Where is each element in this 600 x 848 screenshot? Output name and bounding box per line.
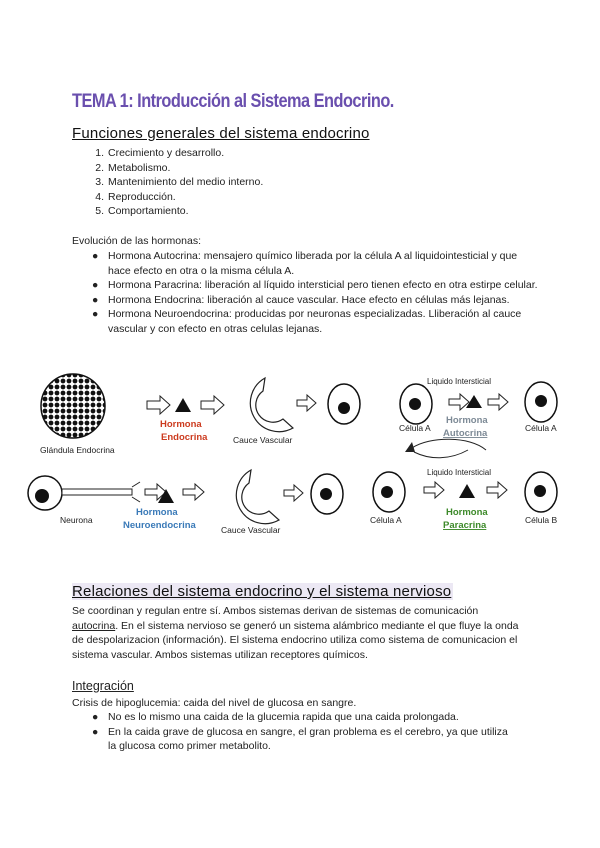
cell-icon <box>311 474 343 514</box>
arrow-icon <box>284 485 303 501</box>
neuron-label: Neurona <box>60 515 93 525</box>
integration-list <box>88 710 508 754</box>
cell-icon <box>373 472 405 512</box>
arrow-icon <box>147 396 170 414</box>
cell-a-right-label: Célula A <box>525 423 557 433</box>
hormone-list <box>88 249 538 336</box>
gland-label: Glándula Endocrina <box>40 445 115 455</box>
autocrine-label-1: Hormona <box>446 415 488 426</box>
arrow-icon <box>487 482 507 498</box>
cell-a-label: Célula A <box>399 423 431 433</box>
hormone-diagram <box>0 360 600 550</box>
interstitial-label-1: Liquido Intersticial <box>427 377 492 386</box>
vascular-label-1: Cauce Vascular <box>233 435 293 445</box>
list-item: 3. Mantenimiento del medio interno. <box>95 176 264 189</box>
list-item: ● No es lo mismo una caida de la glucemia rapida que una caida prolongada. <box>92 711 459 723</box>
interstitial-label-2: Liquido Intersticial <box>427 468 492 477</box>
neuro-label-1: Hormona <box>136 507 178 518</box>
hormone-triangle-icon <box>459 484 475 498</box>
section-heading-functions: Funciones generales del sistema endocrino <box>72 125 370 142</box>
hormone-triangle-icon <box>175 398 191 412</box>
return-arrow-icon <box>405 439 486 458</box>
section-heading-integration: Integración <box>72 679 134 693</box>
cell-b-label: Célula B <box>525 515 558 525</box>
endocrine-gland-icon <box>41 374 105 438</box>
neuron-icon <box>28 476 140 510</box>
list-item: 2. Metabolismo. <box>95 161 171 174</box>
cell-icon <box>400 384 432 424</box>
list-item: ● Hormona Autocrina: mensajero químico liberada por la célula A al liquidointesticial y que hace efecto en otra o la misma célula A. <box>92 250 518 277</box>
vascular-label-2: Cauce Vascular <box>221 525 281 535</box>
endocrine-label-2: Endocrina <box>161 432 208 443</box>
section-heading-relations: Relaciones del sistema endocrino y el sistema nervioso <box>72 583 452 600</box>
paracrine-label-2: Paracrina <box>443 520 487 531</box>
vessel-icon <box>236 470 279 524</box>
vessel-icon <box>250 378 293 432</box>
list-item: ● Hormona Neuroendocrina: producidas por neuronas especializadas. Lliberación al cauce vascular y con efecto en otras celulas lejanas. <box>92 308 522 335</box>
cell-a-bottom-label: Célula A <box>370 515 402 525</box>
cell-icon <box>525 472 557 512</box>
autocrine-label-2: Autocrina <box>443 428 488 439</box>
list-item: 1. Crecimiento y desarrollo. <box>95 147 225 159</box>
list-item: ● Hormona Paracrina: liberación al líquido intersticial pero tienen efecto en otra estirpe celular. <box>92 279 538 291</box>
relations-paragraph: Se coordinan y regulan entre sí. Ambos sistemas derivan de sistemas de comunicación autocrina. En el sistema nervioso se generó un sistema alámbrico mediante el que fluye la onda de despolarizacion (información). El sistema endocrino utiliza como sistema de comunicacion el sistema vascular. Ambos sistemas utilizan receptores químicos. <box>72 605 519 661</box>
list-item: ● En la caida grave de glucosa en sangre, el gran problema es el cerebro, ya que utiliza la glucosa como primer metabolito. <box>92 725 508 752</box>
evolution-intro: Evolución de las hormonas: <box>72 235 201 247</box>
cell-icon <box>328 384 360 424</box>
cell-icon <box>525 382 557 422</box>
endocrine-label-1: Hormona <box>160 419 202 430</box>
arrow-icon <box>488 394 508 410</box>
list-item: 4. Reproducción. <box>95 190 176 203</box>
functions-list <box>90 146 510 219</box>
list-item: ● Hormona Endocrina: liberación al cauce vascular. Hace efecto en células más lejanas. <box>92 293 510 306</box>
arrow-icon <box>449 394 469 410</box>
arrow-icon <box>297 395 316 411</box>
integration-intro: Crisis de hipoglucemia: caida del nivel de glucosa en sangre. <box>72 697 357 709</box>
list-item: 5. Comportamiento. <box>95 205 189 218</box>
neuro-label-2: Neuroendocrina <box>123 520 196 531</box>
paracrine-label-1: Hormona <box>446 507 488 518</box>
arrow-icon <box>183 484 204 500</box>
arrow-icon <box>424 482 444 498</box>
page-title: TEMA 1: Introducción al Sistema Endocrino. <box>72 91 394 112</box>
arrow-icon <box>201 396 224 414</box>
